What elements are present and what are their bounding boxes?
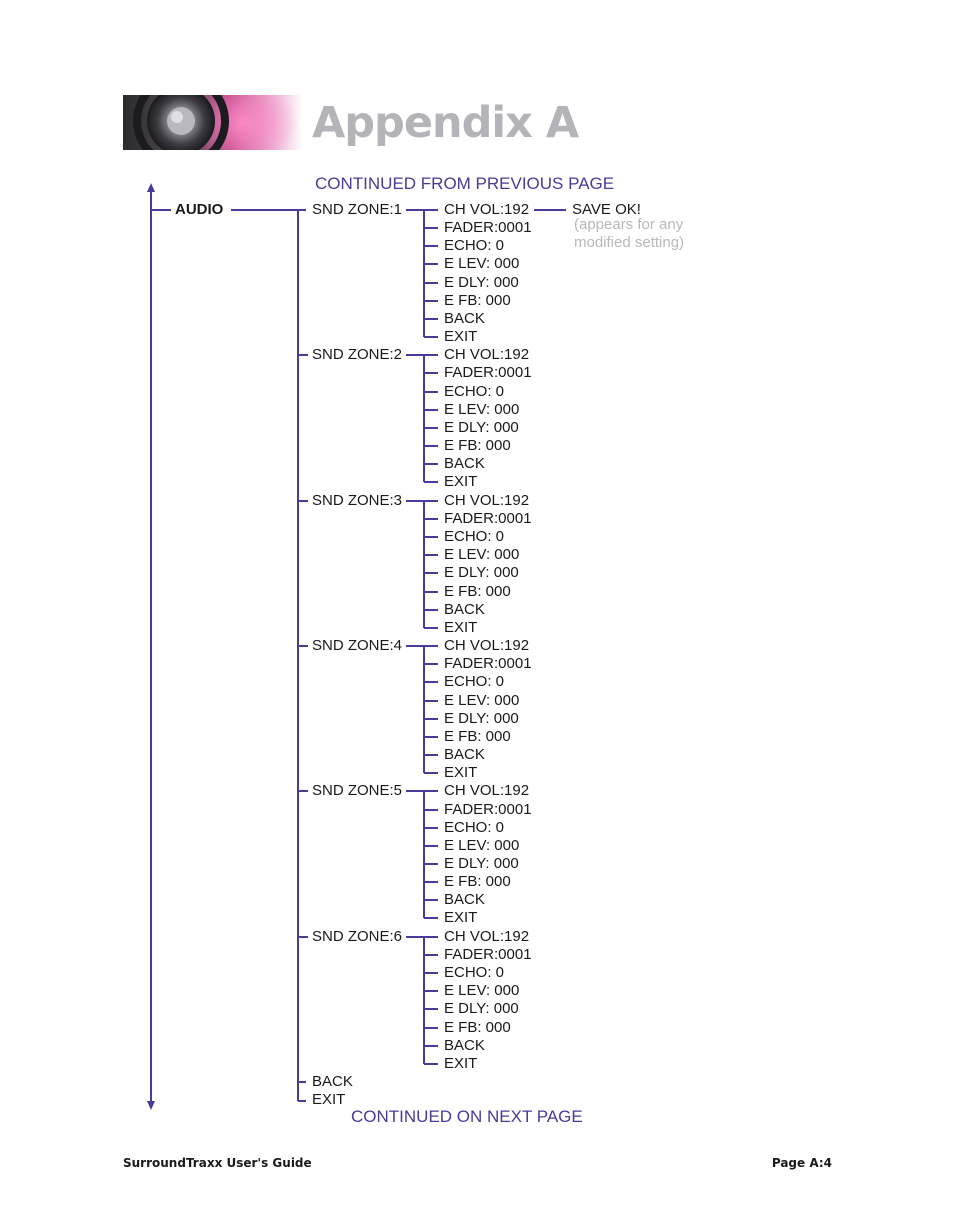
- menu-item: E FB: 000: [444, 1019, 511, 1036]
- menu-item: BACK: [444, 455, 485, 472]
- menu-item: E FB: 000: [444, 437, 511, 454]
- page-title: Appendix A: [312, 98, 579, 148]
- menu-item: BACK: [444, 601, 485, 618]
- continued-on-label: CONTINUED ON NEXT PAGE: [351, 1107, 583, 1126]
- save-ok-label: SAVE OK!: [572, 201, 641, 218]
- menu-item: BACK: [444, 1037, 485, 1054]
- menu-item: CH VOL:192: [444, 782, 530, 799]
- menu-item: BACK: [444, 310, 485, 327]
- tree-root-audio: AUDIO: [175, 201, 224, 218]
- menu-item: E LEV: 000: [444, 401, 520, 418]
- menu-item: EXIT: [444, 909, 478, 926]
- menu-item: E DLY: 000: [444, 710, 519, 727]
- menu-item: E FB: 000: [444, 873, 511, 890]
- menu-item: E LEV: 000: [444, 255, 520, 272]
- menu-item: E DLY: 000: [444, 274, 519, 291]
- menu-item: E LEV: 000: [444, 837, 520, 854]
- menu-item: E LEV: 000: [444, 546, 520, 563]
- menu-item: FADER:0001: [444, 364, 532, 381]
- save-note: (appears for any: [574, 216, 684, 233]
- menu-item: ECHO: 0: [444, 383, 505, 400]
- zone-label: SND ZONE:2: [312, 346, 403, 363]
- continued-from-label: CONTINUED FROM PREVIOUS PAGE: [315, 174, 615, 193]
- menu-item: EXIT: [444, 764, 478, 781]
- menu-item: E DLY: 000: [444, 419, 519, 436]
- menu-item: E DLY: 000: [444, 564, 519, 581]
- menu-item: ECHO: 0: [444, 819, 505, 836]
- menu-item: ECHO: 0: [444, 237, 505, 254]
- footer-guide-title: SurroundTraxx User's Guide: [123, 1156, 312, 1170]
- footer-page-number: Page A:4: [771, 1156, 832, 1170]
- menu-item: CH VOL:192: [444, 637, 530, 654]
- menu-item: CH VOL:192: [444, 201, 530, 218]
- menu-item: EXIT: [312, 1091, 346, 1108]
- menu-item: E FB: 000: [444, 292, 511, 309]
- menu-item: E FB: 000: [444, 728, 511, 745]
- menu-item: ECHO: 0: [444, 964, 505, 981]
- menu-item: FADER:0001: [444, 219, 532, 236]
- menu-item: FADER:0001: [444, 946, 532, 963]
- menu-item: EXIT: [444, 1055, 478, 1072]
- save-note: modified setting): [574, 234, 685, 251]
- menu-item: FADER:0001: [444, 655, 532, 672]
- menu-item: E DLY: 000: [444, 1000, 519, 1017]
- zone-label: SND ZONE:6: [312, 928, 403, 945]
- menu-item: EXIT: [444, 328, 478, 345]
- zone-label: SND ZONE:4: [312, 637, 403, 654]
- menu-item: BACK: [312, 1073, 353, 1090]
- menu-item: EXIT: [444, 473, 478, 490]
- menu-item: CH VOL:192: [444, 346, 530, 363]
- menu-item: FADER:0001: [444, 510, 532, 527]
- menu-item: BACK: [444, 746, 485, 763]
- zone-label: SND ZONE:5: [312, 782, 403, 799]
- menu-item: FADER:0001: [444, 801, 532, 818]
- menu-item: EXIT: [444, 619, 478, 636]
- zone-label: SND ZONE:1: [312, 201, 403, 218]
- menu-item: CH VOL:192: [444, 928, 530, 945]
- zone-label: SND ZONE:3: [312, 492, 403, 509]
- menu-item: E DLY: 000: [444, 855, 519, 872]
- menu-item: E FB: 000: [444, 583, 511, 600]
- menu-item: BACK: [444, 891, 485, 908]
- menu-item: CH VOL:192: [444, 492, 530, 509]
- menu-item: ECHO: 0: [444, 528, 505, 545]
- menu-item: ECHO: 0: [444, 673, 505, 690]
- menu-item: E LEV: 000: [444, 692, 520, 709]
- menu-item: E LEV: 000: [444, 982, 520, 999]
